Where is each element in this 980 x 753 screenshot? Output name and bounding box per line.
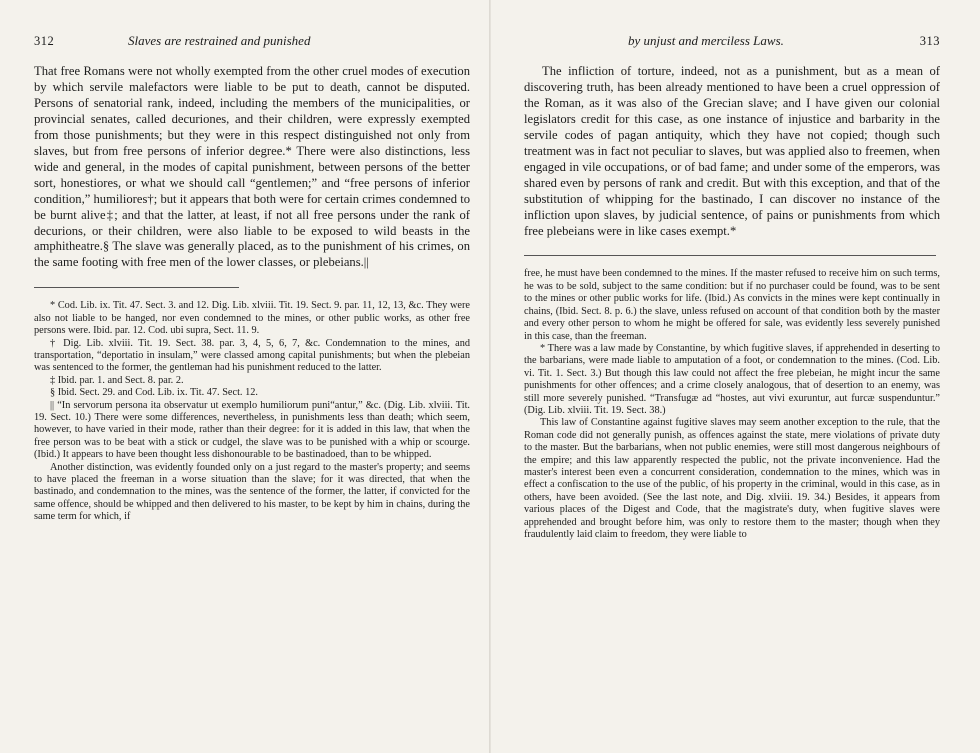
left-page-header (34, 32, 470, 50)
footnote: || “In servorum persona ita observatur ut exemplo humiliorum puni“antur,” &c. (Dig. Lib. xlviii. Tit. 19. Sect. 10.) There were some differences, nevertheless, in punishments less than death; which seem, however, to have varied in their mode, rather than their degree: for it is added in this law, that when the free person was to be beat with a stick or cudgel, the slave was to be punished with a whip or scourge. (Ibid.) It appears to have been thought less dishonourable to be bastinadoed, than to be whipped. (34, 399, 470, 461)
footnote-continuation: free, he must have been condemned to the mines. If the master refused to receive him on such terms, he was to be sold, subject to the same condition: but if no purchaser could be found, was to be sent to the mines or other public works for life. (Ibid.) As convicts in the mines were kept continually in chains, (Ibid. Sect. 8. p. 6.) the slave, unless refused on account of that condition both by the master and every other person to whom he might be offered for sale, was evidently less severely punished in this case, than the freeman. (524, 268, 940, 342)
footnote: Another distinction, was evidently founded only on a just regard to the master's property; and seems to have placed the freeman in a worse situation than the slave; for it was directed, that when the bastinado, and condemnation to the mines, was the sentence of the former, the latter, if convicted for the same offence, should be whipped and then delivered to his master, to be kept by him in chains, during the same term for which, if (34, 461, 470, 523)
right-body (524, 64, 940, 239)
right-page (490, 0, 980, 753)
left-body (34, 64, 470, 271)
running-head: Slaves are restrained and punished (128, 33, 311, 48)
right-page-header (524, 32, 940, 50)
footnote: * Cod. Lib. ix. Tit. 47. Sect. 3. and 12. Dig. Lib. xlviii. Tit. 19. Sect. 9. par. 11, 12, 13, &c. They were also not liable to be hanged, nor even condemned to the mines, or other public works, as other free persons were. Ibid. par. 12. Cod. ubi supra, Sect. 11. 9. (34, 300, 470, 337)
footnote: * There was a law made by Constantine, by which fugitive slaves, if apprehended in deserting to the barbarians, were made liable to amputation of a foot, or condemnation to the mines. (Cod. Lib. vi. Tit. 1. Sect. 3.) But though this law could not affect the free plebeian, he might incur the same punishments for other offences; and a crime closely analogous, that of desertion to an enemy, was still more severely punished. “Transfugæ ad “hostes, aut vivi exuruntur, aut furcæ suspenduntur.” (Dig. Lib. xlviii. Tit. 19. Sect. 38.) (524, 342, 940, 416)
footnote-rule (524, 255, 936, 256)
footnote-rule (34, 287, 239, 288)
footnote: † Dig. Lib. xlviii. Tit. 19. Sect. 38. par. 3, 4, 5, 6, 7, &c. Condemnation to the mines, and transportation, “deportatio in insulam,” were classed among capital punishments; but when the plebeian was sentenced to the former, the gentleman had his punishment reduced to the latter. (34, 337, 470, 374)
body-paragraph: The infliction of torture, indeed, not as a punishment, but as a mean of discovering truth, has been already mentioned to have been a cruel oppression of the Roman, as it was also of the Grecian slave; and I have given our colonial legislators credit for this case, as one instance of injustice and barbarity in the servile codes of pagan antiquity, which they have not copied; though such treatment was in fact not peculiar to slaves, but was applied also to freemen, when engaged in vile occupations, or of bad fame; and under some of the emperors, was shared even by persons of rank and credit. But with this exception, and that of the substitution of whipping for the bastinado, I can discover no instance of the infliction upon slaves, by judicial sentence, of pains or punishments from which free plebeians were in like cases exempt.* (524, 64, 940, 238)
page-number: 313 (919, 34, 940, 48)
footnote: ‡ Ibid. par. 1. and Sect. 8. par. 2. (50, 374, 184, 386)
left-footnotes (34, 300, 470, 523)
running-head: by unjust and merciless Laws. (628, 33, 784, 48)
page-number: 312 (34, 34, 55, 48)
body-paragraph: That free Romans were not wholly exempted from the other cruel modes of execution by which servile malefactors were liable to be put to death, cannot be disputed. Persons of senatorial rank, indeed, including the members of the municipalities, or provincial senates, called decuriones, and their children, were expressly exempted from those punishments; but they were in this respect distinguished not only from slaves, but from free persons of inferior degree.* There were also distinctions, less wide and general, in the modes of capital punishment, between persons of the better sort, honestiores, or what we should call “gentlemen;” and “free persons of inferior condition,” humiliores†; but it appears that both were for certain crimes condemned to be burnt alive‡; and that the latter, at least, if not all free persons under the rank of decurions, or their children, were also liable to be exposed to wild beasts in the amphitheatre.§ The slave was generally placed, as to the punishment of his crimes, on the same footing with free men of the lower classes, or plebeians.|| (34, 64, 470, 270)
right-footnotes (524, 268, 940, 541)
footnote: This law of Constantine against fugitive slaves may seem another exception to the rule, that the Roman code did not generally punish, as offences against the state, mere violations of private duty to the master. But the barbarians, when not public enemies, were still most dangerous neighbours of the empire; and this law apparently respected the public, not the private inconvenience. Had the master's interest been even a concurrent consideration, condemnation to the mines, which was in effect a confiscation to the use of the public, of his property in the criminal, would in this case, as in others, have been avoided. (See the last note, and Dig. xlviii. 19. 34.) Besides, it appears from various places of the Digest and Code, that the magistrate's duty, when fugitive slaves were apprehended and brought before him, was only to restore them to the master; though when they fraudulently laid claim to freedom, they were liable to (524, 417, 940, 541)
footnote: § Ibid. Sect. 29. and Cod. Lib. ix. Tit. 47. Sect. 12. (50, 387, 258, 399)
